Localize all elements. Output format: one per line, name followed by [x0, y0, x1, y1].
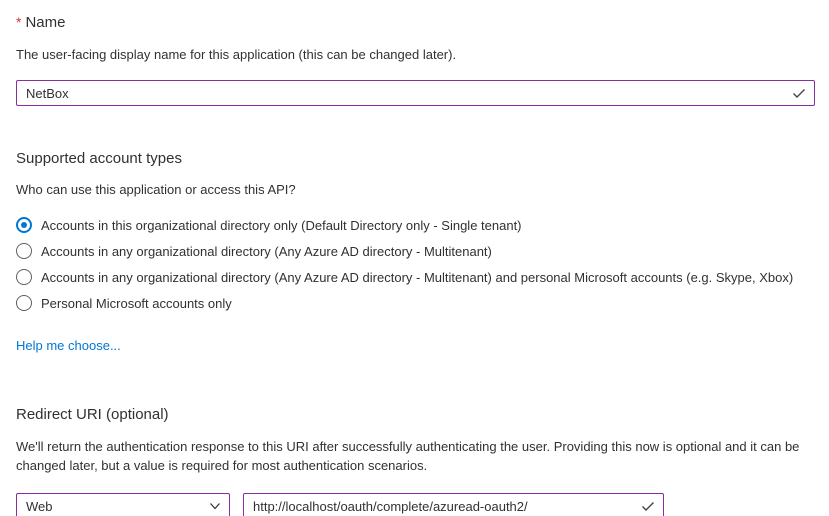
- radio-personal-only[interactable]: [16, 290, 815, 316]
- redirect-uri-description: We'll return the authentication response to this URI after successfully authenticating the user. Providing this now is optional and it can be changed later, but a value is required for most authentication scenarios.: [16, 439, 800, 473]
- name-input[interactable]: [16, 80, 815, 106]
- section-spacer: [16, 106, 815, 149]
- radio-circle[interactable]: [16, 243, 32, 259]
- radio-label: Accounts in this organizational directory only (Default Directory only - Single tenant): [41, 217, 522, 233]
- radio-circle[interactable]: [16, 217, 32, 233]
- radio-circle[interactable]: [16, 269, 32, 285]
- radio-label: Personal Microsoft accounts only: [41, 295, 232, 311]
- radio-single-tenant[interactable]: [16, 212, 815, 238]
- redirect-uri-heading: Redirect URI (optional): [16, 406, 169, 423]
- radio-label: Accounts in any organizational directory (Any Azure AD directory - Multitenant): [41, 243, 492, 259]
- platform-select[interactable]: [16, 493, 230, 516]
- radio-multitenant-personal[interactable]: [16, 264, 815, 290]
- platform-select-value: Web: [26, 498, 53, 514]
- account-types-question: Who can use this application or access this API?: [16, 182, 296, 197]
- name-description: The user-facing display name for this application (this can be changed later).: [16, 47, 457, 62]
- redirect-uri-input[interactable]: [243, 493, 664, 516]
- account-types-heading: Supported account types: [16, 150, 182, 167]
- name-input-wrap: [16, 80, 815, 106]
- platform-select-wrap: [16, 493, 230, 516]
- radio-label: Accounts in any organizational directory (Any Azure AD directory - Multitenant) and personal Microsoft accounts (e.g. Skype, Xbox): [41, 269, 794, 285]
- help-me-choose-link[interactable]: Help me choose...: [16, 338, 121, 353]
- redirect-uri-input-wrap: [243, 493, 664, 516]
- required-asterisk: *: [16, 14, 22, 30]
- account-types-radio-group: [16, 212, 815, 316]
- radio-circle[interactable]: [16, 295, 32, 311]
- radio-multitenant[interactable]: [16, 238, 815, 264]
- name-section-heading: [16, 12, 815, 33]
- redirect-uri-row: [16, 493, 815, 516]
- name-label: Name: [25, 14, 66, 31]
